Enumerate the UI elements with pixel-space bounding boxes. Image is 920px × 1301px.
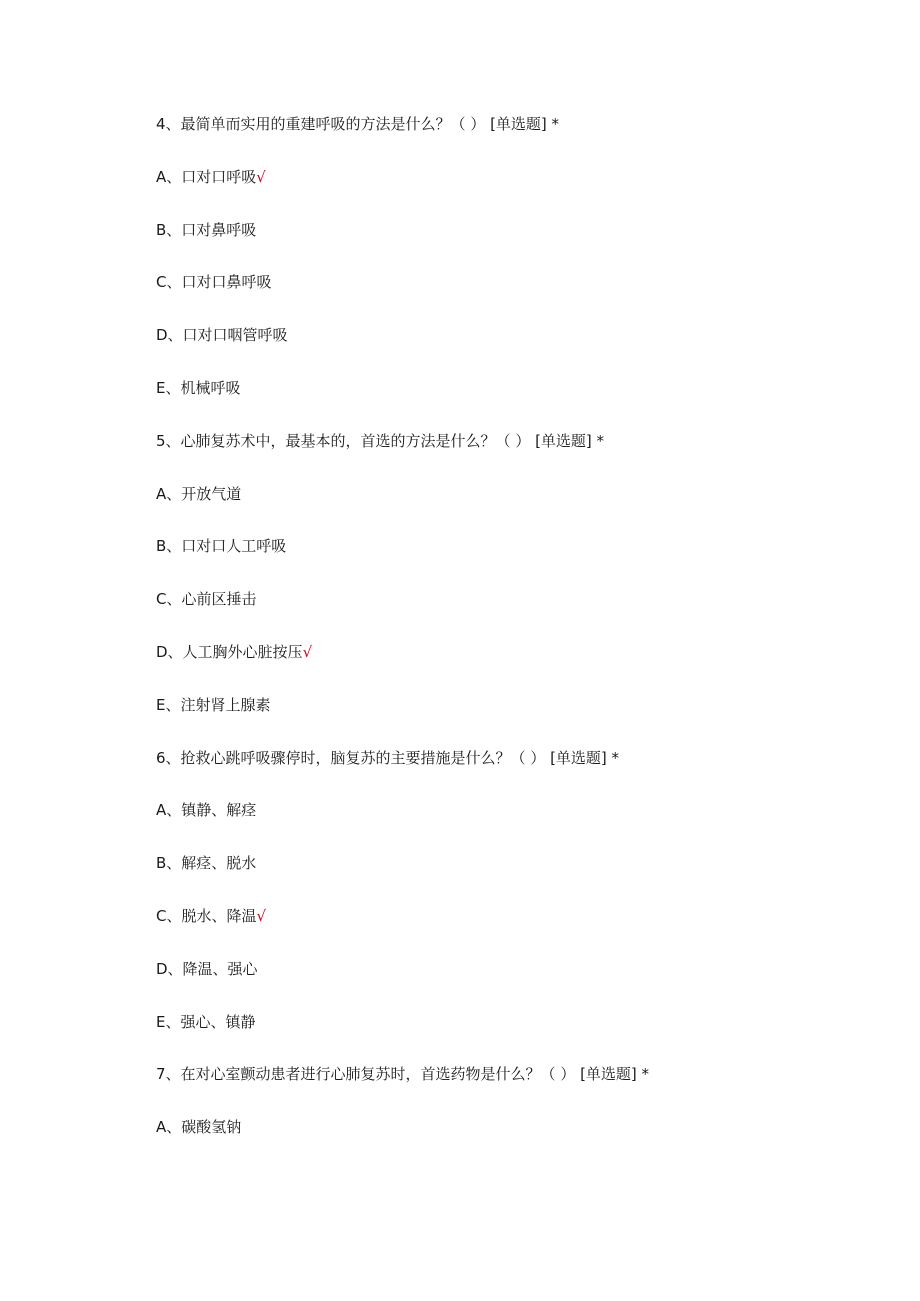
option-text: B、口对口人工呼吸: [156, 537, 287, 556]
option-a: [156, 799, 876, 852]
option-text: E、机械呼吸: [156, 378, 241, 397]
option-e: [156, 1011, 876, 1064]
option-d: [156, 641, 876, 694]
option-d: [156, 324, 876, 377]
option-text: A、碳酸氢钠: [156, 1118, 242, 1137]
option-text: C、脱水、降温: [156, 906, 257, 925]
option-text: A、镇静、解痉: [156, 801, 257, 820]
option-a: [156, 483, 876, 536]
option-text: B、口对鼻呼吸: [156, 220, 257, 239]
option-c: [156, 271, 876, 324]
option-e: [156, 694, 876, 747]
option-b: [156, 852, 876, 905]
question-title: 5、心肺复苏术中，最基本的，首选的方法是什么？（ ） [单选题] *: [156, 431, 605, 450]
option-c: [156, 588, 876, 641]
correct-mark: √: [302, 642, 313, 661]
question-title: 4、最简单而实用的重建呼吸的方法是什么？（ ） [单选题] *: [156, 115, 560, 133]
question-title: 7、在对心室颤动患者进行心肺复苏时，首选药物是什么？（ ） [单选题] *: [156, 1065, 650, 1084]
question-list: [156, 113, 876, 1169]
option-text: C、心前区捶击: [156, 590, 257, 609]
option-text: D、降温、强心: [156, 959, 258, 978]
option-d: [156, 958, 876, 1011]
correct-mark: √: [256, 167, 266, 186]
option-e: [156, 377, 876, 430]
option-b: [156, 219, 876, 272]
question-title: 6、抢救心跳呼吸骤停时，脑复苏的主要措施是什么？（ ） [单选题] *: [156, 748, 620, 767]
correct-mark: √: [256, 906, 267, 925]
option-text: D、人工胸外心脏按压: [156, 642, 303, 661]
option-text: B、解痉、脱水: [156, 854, 257, 873]
option-c: [156, 905, 876, 958]
option-a: [156, 166, 876, 219]
option-text: A、开放气道: [156, 484, 242, 503]
option-text: E、强心、镇静: [156, 1012, 256, 1031]
option-b: [156, 535, 876, 588]
option-text: D、口对口咽管呼吸: [156, 326, 288, 345]
option-text: E、注射肾上腺素: [156, 695, 271, 714]
option-a: [156, 1116, 876, 1169]
option-text: C、口对口鼻呼吸: [156, 273, 272, 292]
option-text: A、口对口呼吸: [156, 167, 257, 186]
